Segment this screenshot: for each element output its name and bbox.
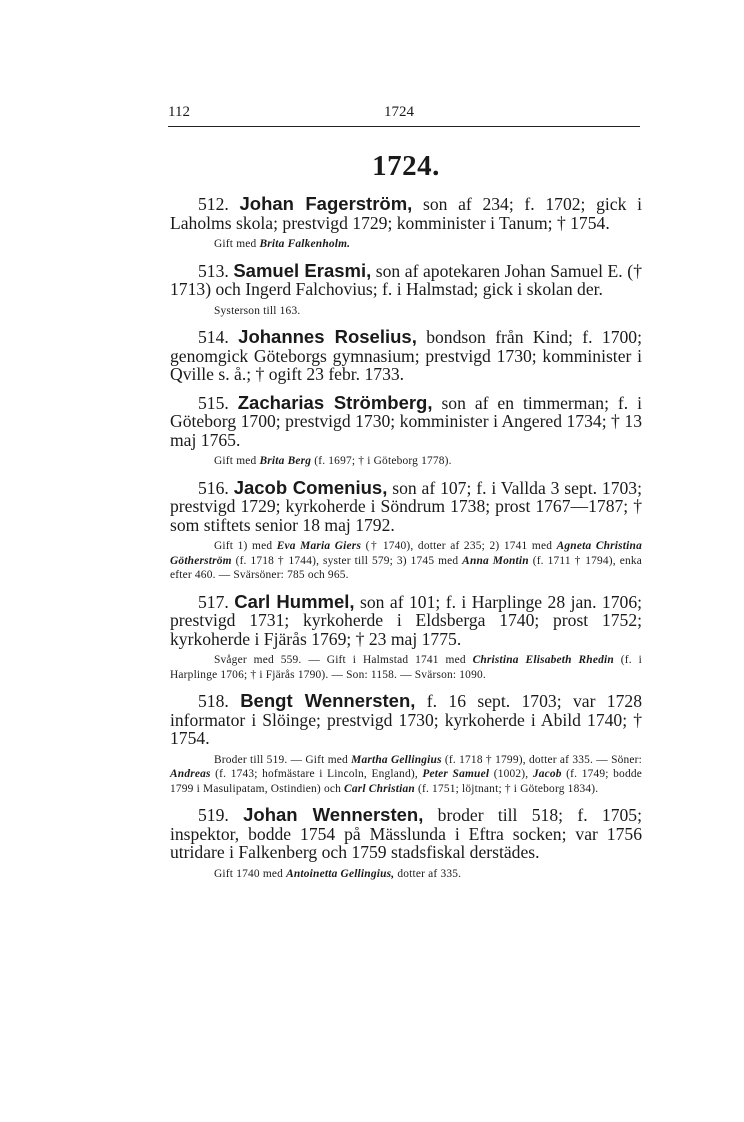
note-text: Gift 1740 med: [214, 867, 287, 880]
note-text: (f. 1749; bodde 1799 i Masulipatam, Ostindien) och: [170, 768, 642, 795]
entry-515: [170, 391, 643, 469]
page-header: [168, 104, 640, 127]
entry-body: son af en timmerman; f. i Göteborg 1700; prestvigd 1730; komminister i Angered 1734; † 13 maj 1765.: [170, 392, 643, 450]
entry-513: [170, 259, 642, 319]
note-person: Antoinetta Gellingius,: [286, 867, 395, 880]
note-text: (f. 1743; hofmästare i Lincoln, England),: [210, 768, 423, 780]
entry-name: Carl Hummel,: [234, 590, 355, 612]
entry-512: [170, 195, 642, 252]
note-text: Gift 1) med: [214, 540, 277, 552]
entry-text: [170, 195, 642, 232]
entry-note: [170, 753, 642, 797]
entry-body: son af 234; f. 1702; gick i Laholms skola; prestvigd 1729; komminister i Tanum; † 1754.: [170, 194, 642, 233]
page-content: [170, 150, 642, 891]
entry-body: son af 101; f. i Harplinge 28 jan. 1706; prestvigd 1731; kyrkoherde i Eldsberga 1740; prost 1752; kyrkoherde i Fjärås 1769; † 23 maj 1775.: [170, 591, 643, 649]
entry-text: [170, 806, 642, 862]
entry-number: 517.: [198, 591, 229, 612]
note-text: (f. 1751; löjtnant; † i Göteborg 1834).: [414, 782, 599, 795]
note-text: Gift med: [214, 455, 260, 467]
entry-516: [170, 476, 642, 583]
entry-number: 513.: [198, 260, 229, 281]
entry-number: 512.: [198, 194, 229, 214]
note-text: Gift med: [214, 238, 260, 250]
note-person: Peter Samuel: [422, 768, 490, 780]
note-person: Carl Christian: [344, 782, 415, 795]
entry-text: [170, 259, 642, 299]
entry-name: Jacob Comenius,: [233, 476, 388, 498]
note-text: (f. 1718 † 1744), syster till 579; 3) 1745 med: [231, 554, 463, 567]
entry-note: [170, 454, 642, 469]
note-text: († 1740), dotter af 235; 2) 1741 med: [361, 540, 557, 552]
note-text: (f. i Harplinge 1706; † i Fjärås 1790). — Son: 1158. — Svärson: 1090.: [170, 654, 642, 681]
entry-517: [170, 590, 643, 683]
note-text: Broder till 519. — Gift med: [214, 753, 352, 766]
entry-note: [170, 653, 642, 682]
entry-518: [170, 692, 642, 796]
entry-body: bondson från Kind; f. 1700; genomgick Göteborgs gymnasium; prestvigd 1730; komminister i Qville s. å.; † ogift 23 febr. 1733.: [170, 327, 642, 384]
note-person: Jacob: [532, 768, 562, 780]
running-head: 1724: [384, 104, 414, 120]
entry-body: broder till 518; f. 1705; inspektor, bodde 1754 på Mässlunda i Eftra socken; var 1756 utridare i Falkenberg och 1759 stadsfiskal derstädes.: [170, 805, 642, 862]
note-text: (f. 1711 † 1794), enka efter 460. — Svärsöner: 785 och 965.: [170, 554, 642, 581]
entry-text: [170, 476, 642, 535]
entry-note: [170, 304, 642, 319]
note-person: Andreas: [170, 768, 211, 780]
entry-name: Zacharias Strömberg,: [237, 391, 433, 413]
entry-number: 515.: [198, 392, 229, 413]
entry-text: [170, 328, 642, 384]
entry-text: [170, 692, 642, 748]
entry-name: Johan Wennersten,: [243, 804, 424, 825]
note-text: (1002),: [489, 768, 533, 780]
entry-number: 516.: [198, 477, 229, 498]
entry-name: Johannes Roselius,: [238, 326, 417, 347]
page-number: 112: [168, 104, 190, 120]
entry-number: 518.: [198, 691, 229, 711]
entry-name: Johan Fagerström,: [239, 193, 413, 214]
entry-body: son af 107; f. i Vallda 3 sept. 1703; prestvigd 1729; kyrkoherde i Söndrum 1738; prost 1767—1787; † som stiftets senior 18 maj 1792.: [170, 477, 642, 535]
entry-note: [170, 237, 642, 252]
note-person: Martha Gellingius: [351, 753, 442, 766]
entry-body: son af apotekaren Johan Samuel E. († 1713) och Ingerd Falchovius; f. i Halmstad; gick i skolan der.: [170, 260, 642, 299]
page-title: 1724.: [372, 150, 440, 182]
note-person: Christina Elisabeth Rhedin: [472, 654, 614, 666]
note-person: Eva Maria Giers: [276, 540, 362, 552]
note-text: dotter af 335.: [394, 867, 462, 880]
entry-text: [170, 391, 643, 450]
entry-body: f. 16 sept. 1703; var 1728 informator i Slöinge; prestvigd 1730; kyrkoherde i Abild 1740; † 1754.: [170, 691, 642, 748]
note-person: Agneta Christina Götherström: [170, 540, 642, 567]
note-person: Anna Montin: [462, 554, 529, 567]
entry-name: Samuel Erasmi,: [233, 259, 372, 281]
entry-519: [170, 806, 642, 881]
entry-number: 519.: [198, 805, 229, 825]
note-text: Systerson till 163.: [214, 304, 301, 317]
note-person: Brita Berg: [259, 455, 312, 467]
note-text: (f. 1697; † i Göteborg 1778).: [311, 455, 452, 467]
entry-number: 514.: [198, 327, 229, 347]
note-text: Svåger med 559. — Gift i Halmstad 1741 med: [214, 654, 473, 666]
entry-514: [170, 328, 642, 384]
entry-note: [170, 539, 642, 583]
note-person: Brita Falkenholm.: [259, 238, 351, 250]
entry-note: [170, 867, 642, 882]
entry-name: Bengt Wennersten,: [240, 690, 416, 711]
entry-text: [170, 590, 643, 649]
note-text: (f. 1718 † 1799), dotter af 335. — Söner:: [441, 753, 643, 766]
